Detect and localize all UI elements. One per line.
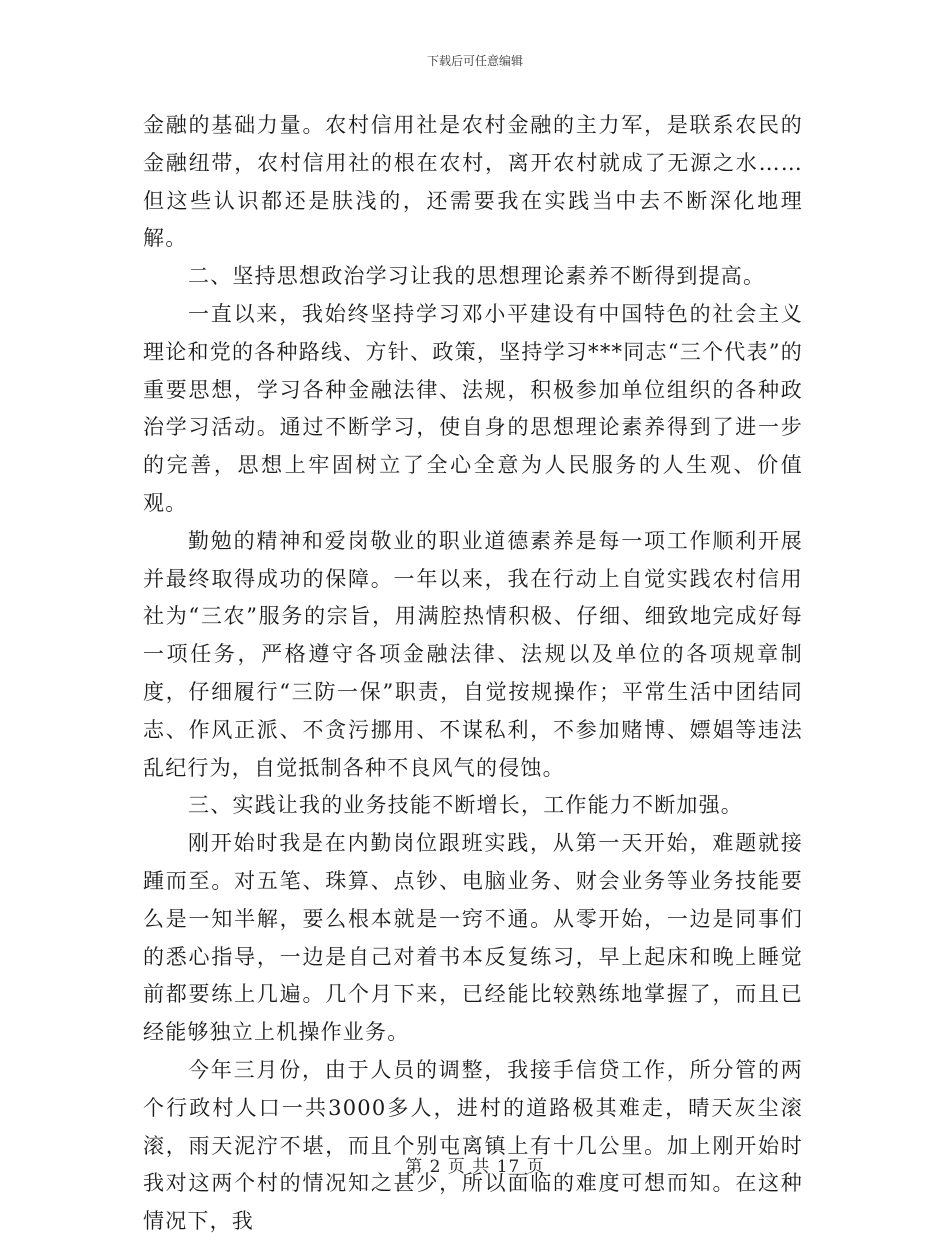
paragraph-3: 一直以来，我始终坚持学习邓小平建设有中国特色的社会主义理论和党的各种路线、方针、政策，坚持学习***同志“三个代表”的重要思想，学习各种金融法律、法规，积极参加单位组织的各种政治学习活动。通过不断学习，使自身的思想理论素养得到了进一步的完善，思想上牢固树立了全心全意为人民服务的人生观、价值观。 — [143, 301, 803, 515]
page-footer: 第 2 页 共 17 页 — [405, 1157, 545, 1177]
paragraph-2-heading: 二、坚持思想政治学习让我的思想理论素养不断得到提高。 — [188, 264, 766, 289]
paragraph-4: 勤勉的精神和爱岗敬业的职业道德素养是每一项工作顺利开展并最终取得成功的保障。一年以来，我在行动上自觉实践农村信用社为“三农”服务的宗旨，用满腔热情积极、仔细、细致地完成好每一项任务，严格遵守各项金融法律、法规以及单位的各项规章制度，仔细履行“三防一保”职责，自觉按规操作；平常生活中团结同志、作风正派、不贪污挪用、不谋私利，不参加赌博、嫖娼等违法乱纪行为，自觉抵制各种不良风气的侵蚀。 — [143, 528, 803, 780]
header-note: 下载后可任意编辑 — [426, 54, 523, 68]
document-body — [143, 107, 803, 1241]
paragraph-1: 金融的基础力量。农村信用社是农村金融的主力军，是联系农民的金融纽带，农村信用社的根在农村，离开农村就成了无源之水……但这些认识都还是肤浅的，还需要我在实践当中去不断深化地理解。 — [143, 113, 803, 251]
paragraph-7: 今年三月份，由于人员的调整，我接手信贷工作，所分管的两个行政村人口一共3000多人，进村的道路极其难走，晴天灰尘滚滚，雨天泥泞不堪，而且个别屯离镇上有十几公里。加上刚开始时我对这两个村的情况知之甚少，所以面临的难度可想而知。在这种情况下，我 — [143, 1057, 803, 1234]
paragraph-6: 刚开始时我是在内勤岗位跟班实践，从第一天开始，难题就接踵而至。对五笔、珠算、点钞、电脑业务、财会业务等业务技能要么是一知半解，要么根本就是一窍不通。从零开始，一边是同事们的悉心指导，一边是自己对着书本反复练习，早上起床和晚上睡觉前都要练上几遍。几个月下来，已经能比较熟练地掌握了，而且已经能够独立上机操作业务。 — [143, 831, 803, 1045]
paragraph-5-heading: 三、实践让我的业务技能不断增长，工作能力不断加强。 — [188, 793, 743, 818]
